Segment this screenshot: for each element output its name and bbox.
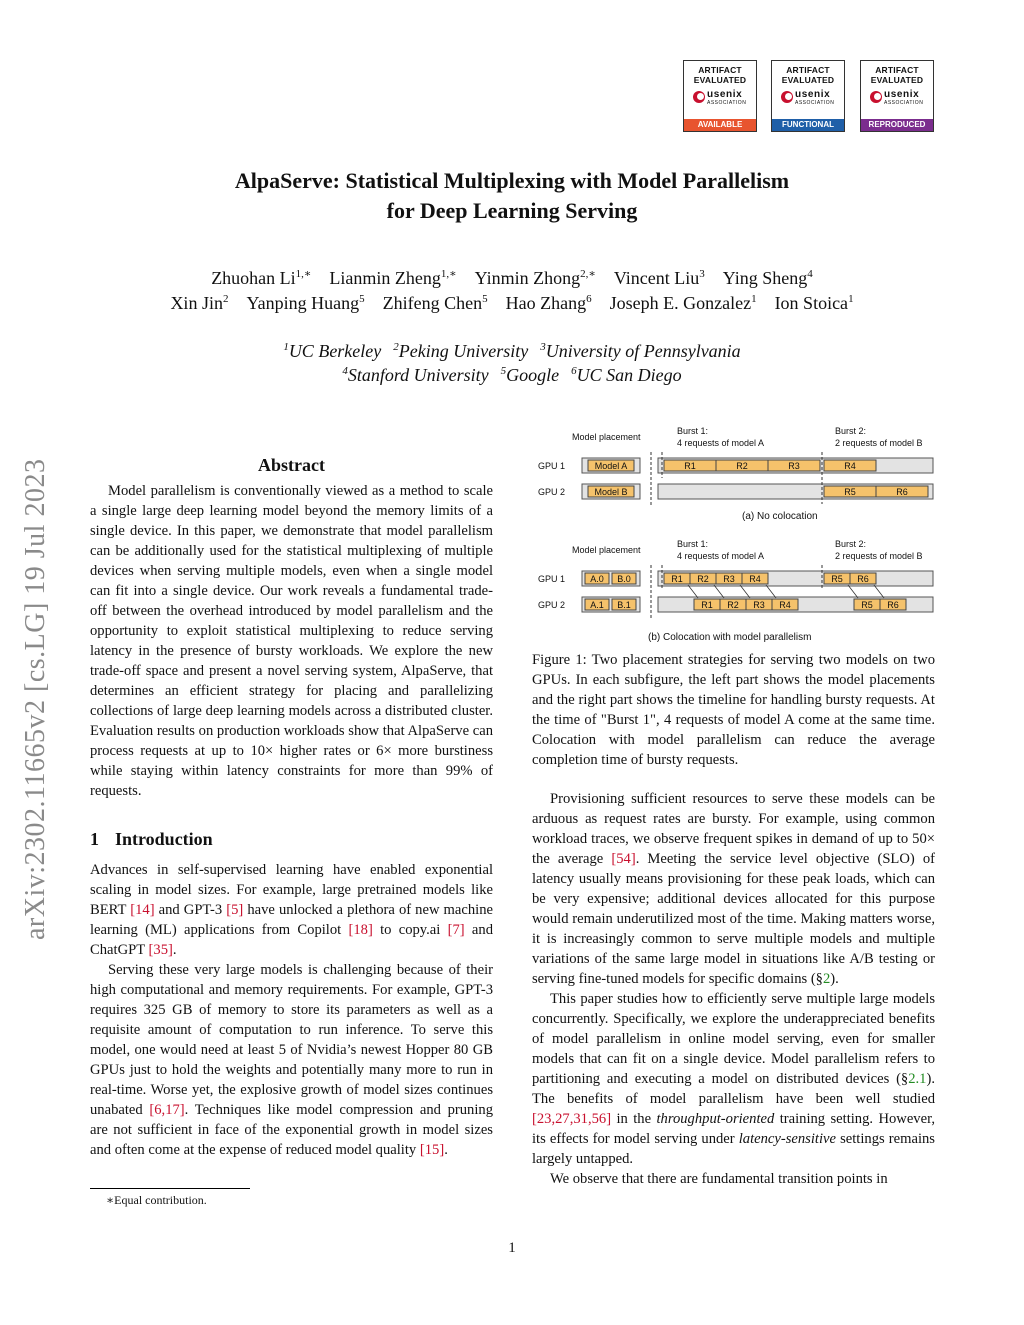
- affiliation-name: UC San Diego: [576, 365, 682, 385]
- citation-link[interactable]: [18]: [348, 922, 373, 938]
- affiliation-number: 1: [283, 341, 289, 353]
- citation-link[interactable]: [14]: [130, 902, 155, 918]
- artifact-badge-functional: [771, 60, 845, 132]
- intro-paragraph-2: Serving these very large models is challenging because of their high computational and memory requirements. For example, GPT-3 requires 325 GB of memory to store its parameters as well as a requisite amount of computation to run inference. To serve this model, one would need at least 5 of Nvidia’s newest Hopper 80 GB GPUs just to hold the weights and potentially many more to run in real-time. Worse yet, the explosive growth of model sizes continues unabated [6,17]. Techniques like model compression and pruning are not sufficient in face of the exponential growth in model sizes and often come at the expense of reduced model quality [15].: [90, 962, 494, 1158]
- burst1-label: Burst 1:: [677, 539, 709, 549]
- citation-link[interactable]: [5]: [226, 902, 244, 918]
- request-r6: R6: [887, 600, 899, 610]
- author-affiliation-mark: 4: [807, 268, 813, 280]
- gpu2-label: GPU 2: [538, 487, 566, 497]
- right-column-body: [532, 789, 935, 1189]
- affiliation-number: 3: [540, 341, 546, 353]
- author-name: Zhifeng Chen: [382, 293, 483, 313]
- badge-title: ARTIFACT EVALUATED: [781, 65, 835, 85]
- author-affiliation-mark: 1,∗: [440, 268, 457, 280]
- citation-link[interactable]: [6,: [149, 1102, 166, 1118]
- citation-link[interactable]: [15]: [419, 1142, 445, 1158]
- request-r4: R4: [749, 574, 761, 584]
- author-name: Vincent Liu: [613, 268, 700, 288]
- badge-status: AVAILABLE: [684, 119, 756, 131]
- emphasis: latency-sensitive: [738, 1131, 836, 1147]
- request-r2: R2: [697, 574, 709, 584]
- citation-link[interactable]: [23,: [532, 1111, 556, 1127]
- affiliation-name: Stanford University: [347, 365, 489, 385]
- request-r1: R1: [684, 461, 696, 471]
- gpu1-label: GPU 1: [538, 461, 566, 471]
- affiliation-line-2: [0, 363, 1024, 387]
- badge-title: ARTIFACT EVALUATED: [693, 65, 747, 85]
- request-r1: R1: [701, 600, 713, 610]
- citation-link[interactable]: [7]: [447, 922, 465, 938]
- affiliation-name: Google: [506, 365, 560, 385]
- usenix-logo-icon: usenix ASSOCIATION: [691, 88, 749, 108]
- badge-title: ARTIFACT EVALUATED: [870, 65, 924, 85]
- citation-link[interactable]: 31,: [573, 1111, 592, 1127]
- page-number: 1: [508, 1240, 516, 1256]
- partition-b0: B.0: [617, 574, 631, 584]
- author-name: Yinmin Zhong: [474, 268, 581, 288]
- author-affiliation-mark: 3: [699, 268, 705, 280]
- affiliations: [0, 339, 1024, 387]
- burst2-desc: 2 requests of model B: [835, 438, 923, 448]
- affiliation-number: 4: [342, 365, 348, 377]
- author-affiliation-mark: 2: [222, 293, 229, 305]
- partition-a1: A.1: [590, 600, 604, 610]
- author-name: Lianmin Zheng: [329, 268, 441, 288]
- author-name: Ying Sheng: [722, 268, 808, 288]
- burst1-desc: 4 requests of model A: [677, 438, 765, 448]
- request-r3: R3: [723, 574, 735, 584]
- figure-1-caption: Figure 1: Two placement strategies for serving two models on two GPUs. In each subfigure, the left part shows the model placements and the right part shows the timeline for handling bursty requests. At the time of "Burst 1", 4 requests of model A come at the same time. Colocation with model parallelism can reduce the average completion time of bursty requests.: [532, 652, 935, 768]
- section-ref-link[interactable]: 2: [822, 971, 831, 987]
- model-placement-label: Model placement: [572, 432, 641, 442]
- gpu1-label: GPU 1: [538, 574, 566, 584]
- affiliation-number: 6: [571, 365, 577, 377]
- author-affiliation-mark: 2,∗: [580, 268, 596, 280]
- affiliation-number: 2: [393, 341, 399, 353]
- usenix-logo-icon: usenix ASSOCIATION: [779, 88, 837, 108]
- citation-link[interactable]: [35]: [148, 942, 173, 958]
- footnote: ∗Equal contribution.: [106, 1193, 207, 1207]
- author-line-1: [0, 266, 1024, 291]
- pipeline-arrows: [688, 585, 884, 598]
- author-affiliation-mark: 1: [848, 293, 854, 305]
- author-name: Ion Stoica: [774, 293, 849, 313]
- artifact-badge-available: [683, 60, 757, 132]
- right-paragraph-1: Provisioning sufficient resources to serve these models can be arduous as request rates are bursty. For example, using common workload traces, we observe frequent spikes in demand of up to 50× the average [54]. Meeting the service level objective (SLO) of latency usually means provisioning for these peak loads, which can be very expensive; additional devices allocated for this purpose would remain underutilized most of the time. Making matters worse, it is increasingly common to serve multiple models and multiple variations of the same large model in situations like A/B testing or serving fine-tuned models for specific domains (§2).: [532, 791, 935, 987]
- abstract-body: Model parallelism is conventionally viewed as a method to scale a single large deep learning model beyond the memory limits of a single device. In this paper, we demonstrate that model parallelism can be additionally used for the statistical multiplexing of multiple devices when serving multiple models, even when a single model can fit into a single device. Our work reveals a fundamental trade-off between the overhead introduced by model parallelism and the opportunity to exploit statistical multiplexing to reduce serving latency in the presence of bursty workloads. We explore the new trade-off space and present a novel serving system, AlpaServe, that determines an efficient strategy for placing and parallelizing collections of large deep learning models across a distributed cluster. Evaluation results on production workloads show that AlpaServe can process requests at up to 10× higher rates or 6× more burstiness while staying within latency constraints for more than 99% of requests.: [90, 483, 493, 799]
- model-b-box: Model B: [594, 487, 628, 497]
- paper-title: AlpaServe: Statistical Multiplexing with Model Parallelism for Deep Learning Serving: [234, 168, 790, 223]
- burst1-label: Burst 1:: [677, 426, 709, 436]
- author-name: Yanping Huang: [246, 293, 360, 313]
- affiliation-name: UC Berkeley: [288, 341, 382, 361]
- request-r6: R6: [896, 487, 908, 497]
- subfigure-a-caption: (a) No colocation: [742, 511, 818, 522]
- introduction-body: [90, 860, 493, 1160]
- author-affiliation-mark: 1: [751, 293, 757, 305]
- usenix-logo-icon: usenix ASSOCIATION: [868, 88, 926, 108]
- request-r3: R3: [753, 600, 765, 610]
- request-r5: R5: [861, 600, 873, 610]
- author-name: Hao Zhang: [505, 293, 587, 313]
- burst2-label: Burst 2:: [835, 539, 867, 549]
- burst1-desc: 4 requests of model A: [677, 551, 765, 561]
- author-affiliation-mark: 5: [359, 293, 365, 305]
- request-r2: R2: [736, 461, 748, 471]
- request-r3: R3: [788, 461, 800, 471]
- footnote-rule: [90, 1188, 250, 1189]
- partition-a0: A.0: [590, 574, 604, 584]
- intro-paragraph-1: Advances in self-supervised learning have enabled exponential scaling in model sizes. For example, large pretrained models like BERT [14] and GPT-3 [5] have unlocked a plethora of new machine learning (ML) applications from Copilot [18] to copy.ai [7] and ChatGPT [35].: [90, 862, 493, 958]
- request-r5: R5: [844, 487, 856, 497]
- artifact-badge-reproduced: [860, 60, 934, 132]
- badge-status: REPRODUCED: [861, 119, 933, 131]
- author-affiliation-mark: 6: [586, 293, 592, 305]
- author-name: Xin Jin: [170, 293, 223, 313]
- right-paragraph-3: We observe that there are fundamental transition points in: [550, 1171, 888, 1187]
- author-affiliation-mark: 1,∗: [295, 268, 312, 280]
- partition-b1: B.1: [617, 600, 631, 610]
- affiliation-line-1: [0, 339, 1024, 363]
- gpu2-label: GPU 2: [538, 600, 566, 610]
- model-a-box: Model A: [594, 461, 628, 471]
- arxiv-identifier: arXiv:2302.11665v2 [cs.LG] 19 Jul 2023: [20, 458, 51, 940]
- subfigure-a: [538, 426, 933, 522]
- burst2-label: Burst 2:: [835, 426, 867, 436]
- affiliation-name: University of Pennsylvania: [545, 341, 741, 361]
- citation-link[interactable]: 17]: [165, 1102, 185, 1118]
- subfigure-b-caption: (b) Colocation with model parallelism: [648, 632, 812, 643]
- request-r2: R2: [727, 600, 739, 610]
- citation-link[interactable]: 27,: [555, 1111, 574, 1127]
- affiliation-number: 5: [500, 365, 507, 377]
- author-name: Zhuohan Li: [211, 268, 296, 288]
- abstract-heading: Abstract: [258, 455, 325, 475]
- emphasis: throughput-oriented: [656, 1111, 775, 1127]
- affiliation-name: Peking University: [398, 341, 529, 361]
- author-affiliation-mark: 5: [482, 293, 488, 305]
- author-list: [0, 266, 1024, 316]
- figure-1: [530, 418, 940, 648]
- burst2-desc: 2 requests of model B: [835, 551, 923, 561]
- request-r4: R4: [844, 461, 856, 471]
- author-line-2: [0, 291, 1024, 316]
- request-r1: R1: [671, 574, 683, 584]
- request-r4: R4: [779, 600, 791, 610]
- citation-link[interactable]: [54]: [611, 851, 636, 867]
- request-r5: R5: [831, 574, 843, 584]
- model-placement-label: Model placement: [572, 545, 641, 555]
- request-r6: R6: [857, 574, 869, 584]
- subfigure-b: [538, 539, 933, 643]
- citation-link[interactable]: 56]: [591, 1111, 612, 1127]
- author-name: Joseph E. Gonzalez: [609, 293, 752, 313]
- right-paragraph-2: This paper studies how to efficiently serve multiple large models concurrently. Specifically, we explore the underappreciated benefits of model parallelism in online model serving, even for smaller models that can fit on a single device. Model parallelism refers to partitioning and executing a model on distributed devices (§2.1). The benefits of model parallelism have been well studied [23,27,31,56] in the throughput-oriented training setting. However, its effects for model serving under latency-sensitive settings remains largely untapped.: [532, 991, 935, 1167]
- section-ref-link[interactable]: 2.1: [908, 1071, 927, 1087]
- badge-status: FUNCTIONAL: [772, 119, 844, 131]
- section-heading-introduction: 1 Introduction: [90, 829, 213, 849]
